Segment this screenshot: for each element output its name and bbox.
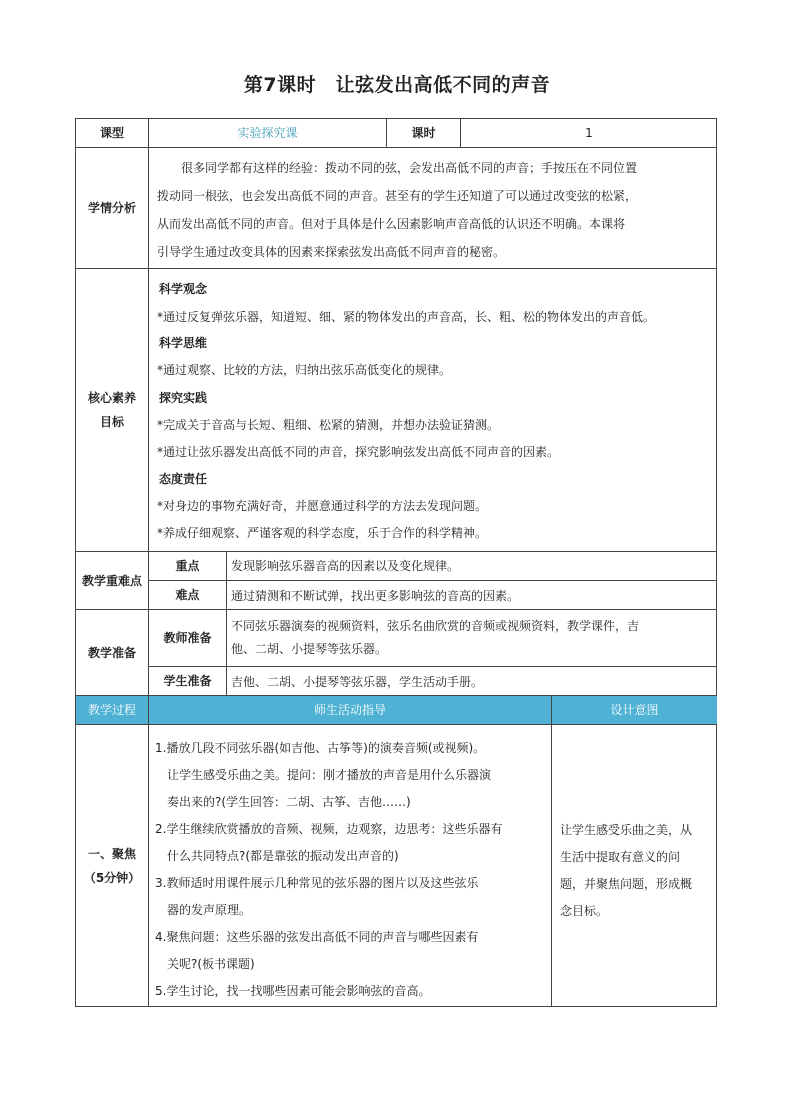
core-heading-practice: 探究实践 <box>159 391 208 405</box>
teacher-prep-cell <box>226 609 717 666</box>
difficulty-label: 难点 <box>148 580 226 609</box>
focus-stage-intent <box>551 724 717 1007</box>
situation-label: 学情分析 <box>75 147 148 268</box>
intent-line: 生活中提取有意义的问 <box>560 850 681 864</box>
focus-text-cell <box>226 551 717 580</box>
intent-line: 让学生感受乐曲之美，从 <box>560 823 693 837</box>
focus-stage-label <box>75 724 148 1007</box>
teacher-prep-line: 他、二胡、小提琴等弦乐器。 <box>231 642 388 656</box>
activity-line: 2.学生继续欣赏播放的音频、视频，边观察，边思考：这些乐器有 <box>155 822 503 836</box>
activity-line: 让学生感受乐曲之美。提问：刚才播放的声音是用什么乐器演 <box>155 768 492 782</box>
activity-line: 5.学生讨论，找一找哪些因素可能会影响弦的音高。 <box>155 984 431 998</box>
type-value: 实验探究课 <box>148 118 386 147</box>
core-item: *对身边的事物充满好奇，并愿意通过科学的方法去发现问题。 <box>157 499 488 513</box>
activity-line: 什么共同特点?(都是靠弦的振动发出声音的) <box>155 849 399 863</box>
hours-label: 课时 <box>386 118 460 147</box>
core-cell <box>148 268 717 551</box>
core-item: *通过让弦乐器发出高低不同的声音，探究影响弦发出高低不同声音的因素。 <box>157 445 560 459</box>
core-item: *完成关于音高与长短、粗细、松紧的猜测，并想办法验证猜测。 <box>157 418 500 432</box>
situation-line: 拨动同一根弦，也会发出高低不同的声音。甚至有的学生还知道了可以通过改变弦的松紧， <box>157 189 638 203</box>
process-header-intent: 设计意图 <box>551 695 717 724</box>
focus-stage-line2: （5分钟） <box>83 871 141 885</box>
situation-line: 很多同学都有这样的经验：拨动不同的弦，会发出高低不同的声音；手按压在不同位置 <box>181 161 638 175</box>
core-label <box>75 268 148 551</box>
situation-cell <box>148 147 717 268</box>
teacher-prep-line: 不同弦乐器演奏的视频资料，弦乐名曲欣赏的音频或视频资料，教学课件，吉 <box>231 619 640 633</box>
core-item: *通过观察、比较的方法，归纳出弦乐高低变化的规律。 <box>157 363 452 377</box>
core-heading-thinking: 科学思维 <box>159 336 208 350</box>
hours-value: 1 <box>460 118 717 147</box>
focus-stage-activity <box>148 724 551 1007</box>
type-label: 课型 <box>75 118 148 147</box>
prep-label: 教学准备 <box>75 609 148 695</box>
intent-line: 念目标。 <box>560 904 609 918</box>
key-label: 教学重难点 <box>75 551 148 609</box>
activity-line: 奏出来的?(学生回答：二胡、古筝、吉他……) <box>155 795 411 809</box>
core-item: *通过反复弹弦乐器，知道短、细、紧的物体发出的声音高，长、粗、松的物体发出的声音低。 <box>157 310 656 324</box>
page-title: 第7课时 让弦发出高低不同的声音 <box>243 74 551 96</box>
process-header-stage: 教学过程 <box>75 695 148 724</box>
focus-stage-line1: 一、聚焦 <box>87 847 136 861</box>
core-item: *养成仔细观察、严谨客观的科学态度，乐于合作的科学精神。 <box>157 526 488 540</box>
intent-line: 题，并聚焦问题，形成概 <box>560 877 693 891</box>
activity-line: 1.播放几段不同弦乐器(如吉他、古筝等)的演奏音频(或视频)。 <box>155 741 486 755</box>
activity-line: 4.聚焦问题：这些乐器的弦发出高低不同的声音与哪些因素有 <box>155 930 479 944</box>
core-heading-attitude: 态度责任 <box>159 472 208 486</box>
difficulty-text: 通过猜测和不断试弹，找出更多影响弦的音高的因素。 <box>231 589 520 603</box>
teacher-prep-label: 教师准备 <box>148 609 226 666</box>
difficulty-text-cell <box>226 580 717 609</box>
focus-text: 发现影响弦乐器音高的因素以及变化规律。 <box>231 559 460 573</box>
student-prep-label: 学生准备 <box>148 666 226 695</box>
core-heading-concept: 科学观念 <box>159 282 208 296</box>
student-prep-text: 吉他、二胡、小提琴等弦乐器，学生活动手册。 <box>231 675 484 689</box>
activity-line: 关呢?(板书课题) <box>155 957 255 971</box>
process-header-activity: 师生活动指导 <box>148 695 551 724</box>
core-label-line1: 核心素养 <box>87 391 136 405</box>
situation-line: 引导学生通过改变具体的因素来探索弦发出高低不同声音的秘密。 <box>157 245 506 259</box>
activity-line: 器的发声原理。 <box>155 903 252 917</box>
focus-label: 重点 <box>148 551 226 580</box>
core-label-line2: 目标 <box>99 415 124 429</box>
student-prep-cell <box>226 666 717 695</box>
activity-line: 3.教师适时用课件展示几种常见的弦乐器的图片以及这些弦乐 <box>155 876 479 890</box>
situation-line: 从而发出高低不同的声音。但对于具体是什么因素影响声音高低的认识还不明确。本课将 <box>157 217 626 231</box>
